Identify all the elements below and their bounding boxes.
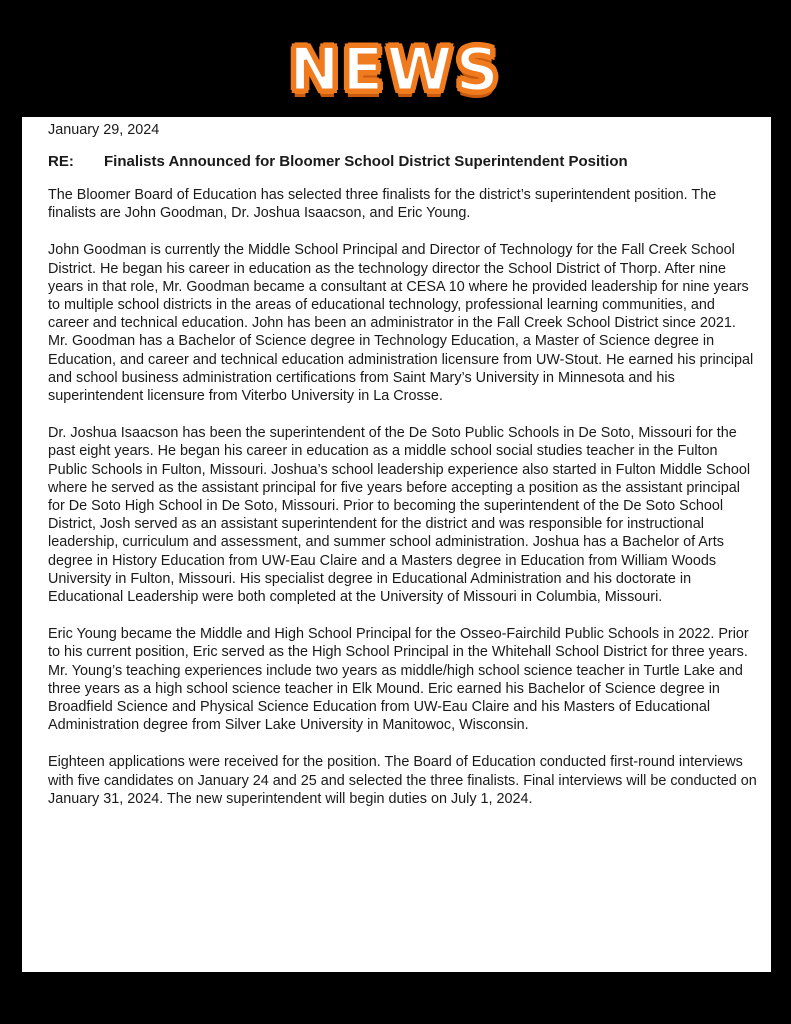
paragraph-process: Eighteen applications were received for the position. The Board of Education conducted first-round interviews with five candidates on January 24 and 25 and selected the three finalists. Final interviews will be conducted on January 31, 2024. The new superintendent will begin duties on July 1, 2024.: [48, 754, 757, 807]
press-release-document: [22, 117, 771, 972]
memo-subject-line: [48, 153, 759, 172]
news-banner-title: NEWS: [289, 35, 502, 105]
memo-subject: Finalists Announced for Bloomer School District Superintendent Position: [104, 153, 628, 170]
news-banner: [0, 30, 791, 110]
paragraph-young: Eric Young became the Middle and High School Principal for the Osseo-Fairchild Public Schools in 2022. Prior to his current position, Eric served as the High School Principal in the Whitehall School District for three years. Mr. Young’s teaching experiences include two years as middle/high school science teacher in Turtle Lake and three years as a high school science teacher in Elk Mound. Eric earned his Bachelor of Science degree in Broadfield Science and Physical Science Education from UW-Eau Claire and his Masters of Educational Administration degree from Silver Lake University in Manitowoc, Wisconsin.: [48, 626, 749, 734]
memo-date: January 29, 2024: [48, 122, 160, 138]
paragraph-isaacson: Dr. Joshua Isaacson has been the superintendent of the De Soto Public Schools in De Soto, Missouri for the past eight years. He began his career in education as a middle school social studies teacher in the Fulton Public Schools in Fulton, Missouri. Joshua’s school leadership experience also started in Fulton Middle School where he served as the assistant principal for five years before accepting a position as the assistant principal for De Soto High School in De Soto, Missouri. Prior to becoming the superintendent of the De Soto School District, Josh served as an assistant superintendent for the district and was responsible for instructional leadership, curriculum and assessment, and summer school administration. Joshua has a Bachelor of Arts degree in History Education from UW-Eau Claire and a Masters degree in Education from William Woods University in Fulton, Missouri. His specialist degree in Educational Administration and his doctorate in Educational Leadership were both completed at the University of Missouri in Columbia, Missouri.: [48, 425, 751, 606]
paragraph-intro: The Bloomer Board of Education has selected three finalists for the district’s superintendent position. The finalists are John Goodman, Dr. Joshua Isaacson, and Eric Young.: [48, 187, 717, 222]
memo-re-label: RE:: [48, 153, 74, 170]
paragraph-goodman: John Goodman is currently the Middle School Principal and Director of Technology for the Fall Creek School District. He began his career in education as the technology director the School District of Thorp. After nine years in that role, Mr. Goodman became a consultant at CESA 10 where he provided leadership for nine years to multiple school districts in the areas of educational technology, professional learning communities, and career and technical education. John has been an administrator in the Fall Creek School District since 2021. Mr. Goodman has a Bachelor of Science degree in Technology Education, a Master of Science degree in Education, and career and technical education administration licensure from UW-Stout. He earned his principal and school business administration certifications from Saint Mary’s University in Minnesota and his superintendent licensure from Viterbo University in La Crosse.: [48, 242, 754, 405]
